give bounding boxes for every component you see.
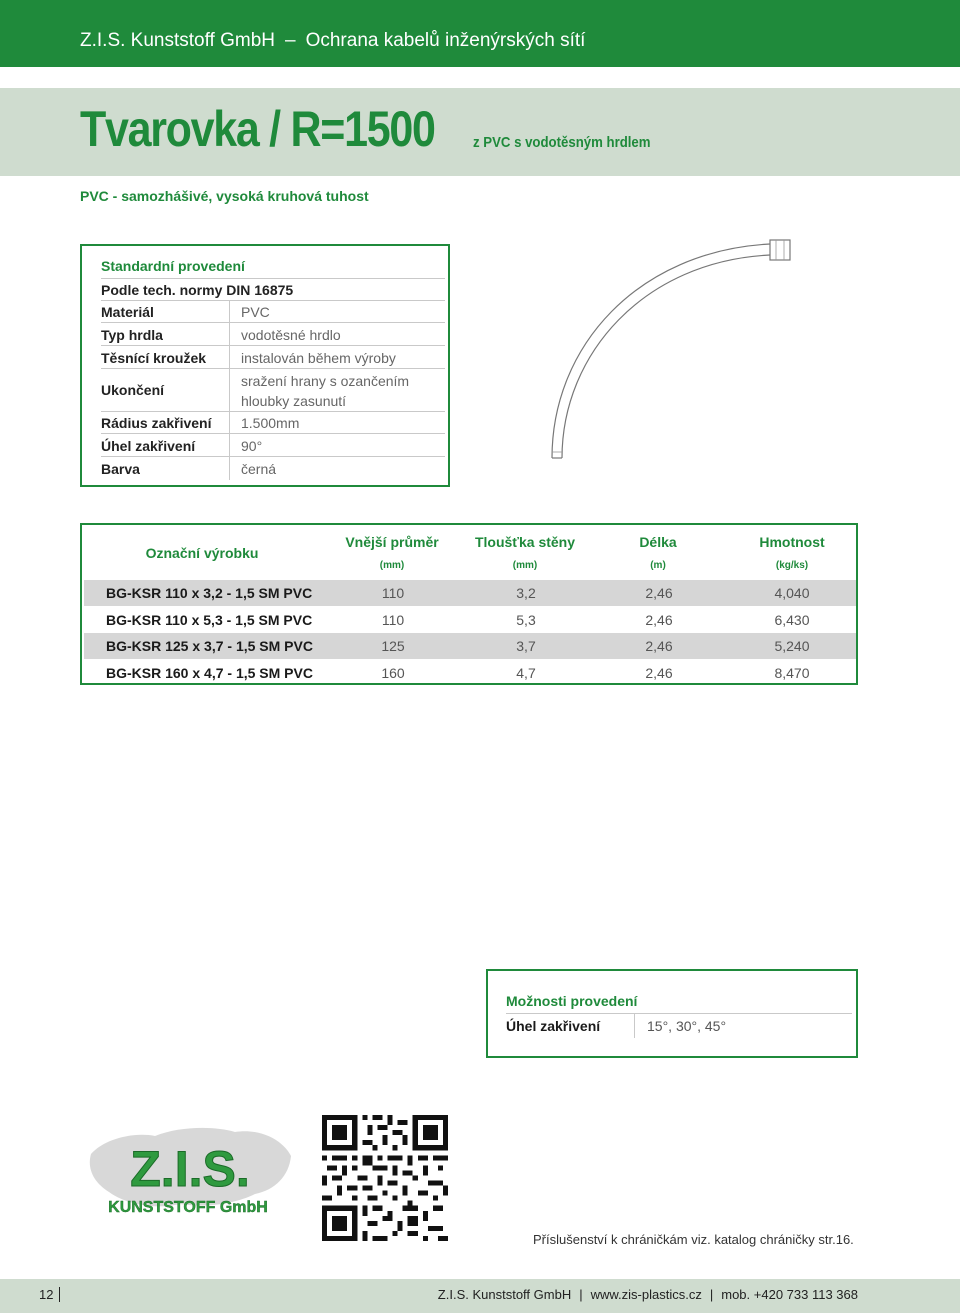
table-row <box>84 580 856 606</box>
cell-weight: 4,040 <box>774 585 810 601</box>
spec-value: hloubky zasunutí <box>241 393 347 409</box>
spec-divider <box>229 346 230 369</box>
col-header-diameter: Vnější průměr <box>345 534 439 550</box>
cell-diameter: 110 <box>381 612 405 628</box>
cell-length: 2,46 <box>645 585 673 601</box>
spec-label: Těsnící kroužek <box>101 350 207 366</box>
product-code: BG-KSR 125 x 3,7 - 1,5 SM PVC <box>106 638 313 654</box>
cell-weight: 8,470 <box>774 665 810 681</box>
cell-diameter: 160 <box>381 665 405 681</box>
spec-divider <box>229 323 230 346</box>
footer-contact <box>438 1287 858 1302</box>
cell-diameter: 110 <box>381 585 405 601</box>
footer-company: Z.I.S. Kunststoff GmbH <box>437 1287 572 1302</box>
page-number: 12 <box>39 1287 60 1302</box>
cell-length: 2,46 <box>645 665 673 681</box>
cell-length: 2,46 <box>645 612 673 628</box>
col-unit-weight: (kg/ks) <box>775 560 809 571</box>
spec-value: sražení hrany s ozančením <box>241 373 410 389</box>
spec-heading: Standardní provedení <box>101 258 245 274</box>
spec-box <box>80 244 450 487</box>
header-text <box>80 30 585 52</box>
col-header-product: Označní výrobku <box>145 545 259 561</box>
spec-label: Ukončení <box>101 382 165 398</box>
col-unit-length: (m) <box>650 560 666 571</box>
spec-row <box>101 456 445 480</box>
spec-row <box>101 322 445 346</box>
options-divider <box>634 1014 635 1038</box>
table-row <box>84 607 856 633</box>
spec-value: černá <box>241 461 277 477</box>
product-code: BG-KSR 160 x 4,7 - 1,5 SM PVC <box>106 665 313 681</box>
spec-row <box>101 433 445 457</box>
logo-text-kunststoff: KUNSTSTOFF GmbH <box>108 1199 268 1216</box>
cell-weight: 5,240 <box>774 638 810 654</box>
spec-value: 90° <box>241 438 263 454</box>
options-box <box>486 969 858 1058</box>
spec-label: Barva <box>101 461 140 477</box>
product-table <box>80 523 858 685</box>
spec-divider <box>229 412 230 434</box>
spec-label: Typ hrdla <box>101 327 163 343</box>
product-code: BG-KSR 110 x 5,3 - 1,5 SM PVC <box>106 612 313 628</box>
cell-wall: 5,3 <box>516 612 536 628</box>
options-value: 15°, 30°, 45° <box>647 1018 727 1034</box>
options-label: Úhel zakřivení <box>506 1018 601 1034</box>
cell-weight: 6,430 <box>774 612 810 628</box>
spec-value: vodotěsné hrdlo <box>241 327 341 343</box>
spec-row <box>101 411 445 434</box>
pipe-bend-drawing <box>548 236 798 466</box>
col-unit-diameter: (mm) <box>379 560 405 571</box>
col-header-wall: Tloušťka stěny <box>474 534 576 550</box>
page-title: Tvarovka / R=1500 <box>80 101 435 157</box>
cell-diameter: 125 <box>381 638 405 654</box>
logo-text-zis: Z.I.S. <box>130 1141 250 1197</box>
cell-wall: 4,7 <box>516 665 536 681</box>
cell-wall: 3,7 <box>516 638 536 654</box>
col-unit-wall: (mm) <box>512 560 538 571</box>
header-section: Ochrana kabelů inženýrských sítí <box>305 30 586 51</box>
spec-row <box>101 368 445 412</box>
spec-row <box>101 345 445 369</box>
product-code: BG-KSR 110 x 3,2 - 1,5 SM PVC <box>106 585 313 601</box>
spec-row <box>101 300 445 323</box>
header-company: Z.I.S. Kunststoff GmbH <box>80 30 275 51</box>
spec-divider <box>229 434 230 457</box>
footer-phone: mob. +420 733 113 368 <box>721 1287 858 1302</box>
col-header-length: Délka <box>639 534 677 550</box>
page-title-sub: z PVC s vodotěsným hrdlem <box>473 134 651 151</box>
cell-wall: 3,2 <box>516 585 536 601</box>
accessory-note: Příslušenství k chráničkám viz. katalog chráničky str.16. <box>533 1232 854 1247</box>
footer-divider: | <box>709 1287 714 1302</box>
options-heading: Možnosti provedení <box>506 993 638 1009</box>
spec-divider <box>229 369 230 412</box>
footer-divider: | <box>579 1287 583 1302</box>
spec-label: Materiál <box>101 304 154 320</box>
material-subtitle: PVC - samozhášivé, vysoká kruhová tuhost <box>80 188 369 204</box>
spec-label: Rádius zakřivení <box>101 415 212 431</box>
options-row <box>506 1013 852 1038</box>
spec-label: Úhel zakřivení <box>101 438 196 454</box>
spec-row-norm <box>101 278 445 301</box>
col-header-weight: Hmotnost <box>759 534 825 550</box>
spec-divider <box>229 457 230 480</box>
qr-code <box>322 1115 448 1241</box>
table-row <box>84 633 856 659</box>
cell-length: 2,46 <box>645 638 673 654</box>
header-dash: – <box>285 30 296 51</box>
spec-norm: Podle tech. normy DIN 16875 <box>101 282 294 298</box>
spec-value: instalován během výroby <box>241 350 396 366</box>
spec-value: PVC <box>241 304 270 320</box>
spec-divider <box>229 301 230 323</box>
footer-website-link[interactable]: www.zis-plastics.cz <box>590 1287 702 1302</box>
spec-value: 1.500mm <box>241 415 300 431</box>
table-row <box>84 660 856 686</box>
zis-logo <box>85 1120 295 1230</box>
